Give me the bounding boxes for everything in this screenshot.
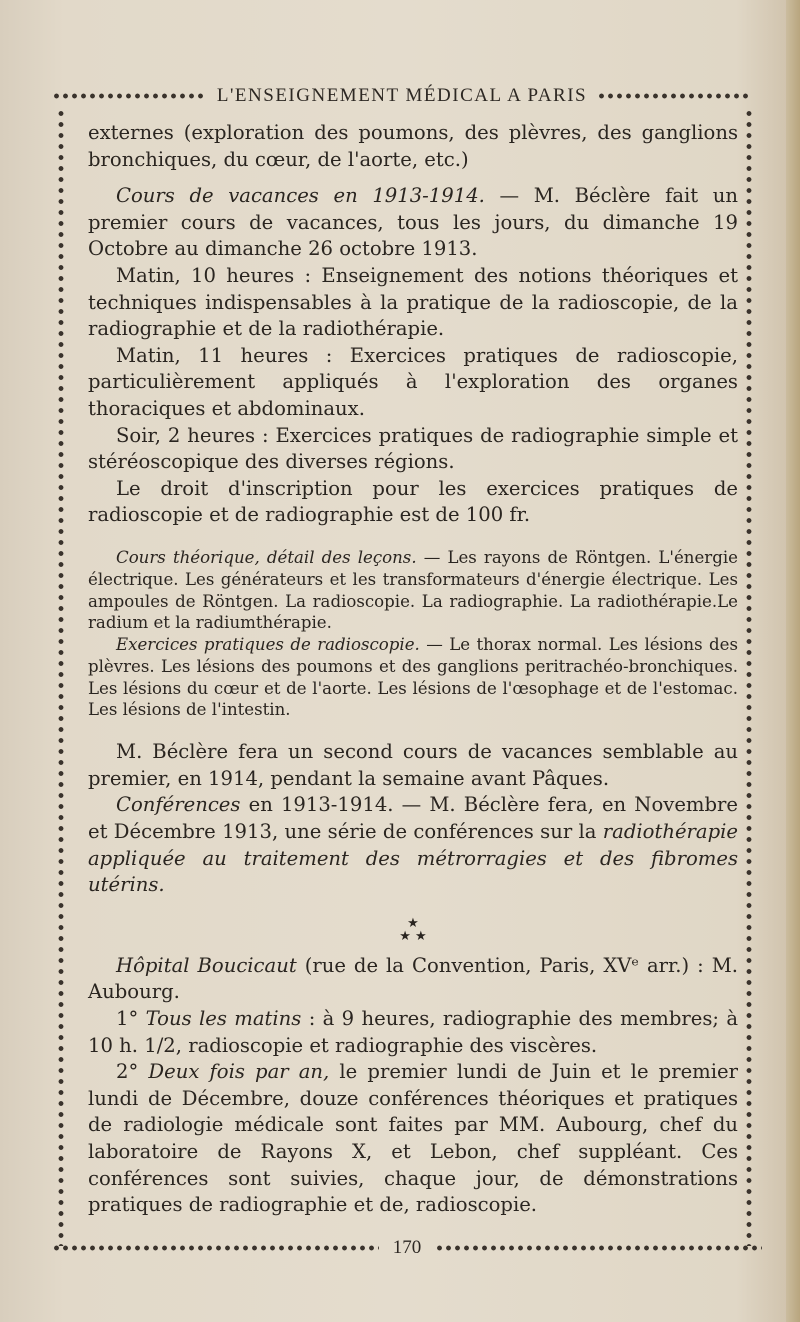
running-footer [52, 1236, 762, 1260]
section-separator: ★ ★ ★ [399, 915, 427, 944]
running-header [52, 84, 752, 108]
paragraph: 1° Tous les matins : à 9 heures, radiographie des membres; à 10 h. 1/2, radioscopie et radiographie des viscères. [88, 1007, 739, 1057]
page-number: 170 [392, 1237, 422, 1258]
header-ornament-left [52, 91, 207, 101]
section-title: Exercices pratiques de radioscopie. [116, 635, 420, 655]
section-title: Conférences [116, 793, 241, 817]
footer-ornament-left [52, 1243, 379, 1253]
paragraph: 2° Deux fois par an, le premier lundi de Juin et le premier lundi de Décembre, douze conférences théoriques et pratiques de radiologie médicale sont faites par MM. Aubourg, chef du laboratoire de Rayons X, et Lebon, chef suppléant. Ces conférences sont suivies, chaque jour, de démonstrations pratiques de radiographie et de, radioscopie. [88, 1060, 738, 1217]
section-title: Hôpital Boucicaut [116, 953, 297, 977]
paragraph: externes (exploration des poumons, des plèvres, des ganglions bronchiques, du cœur, de l'aorte, etc.) [88, 121, 738, 171]
header-title: L'ENSEIGNEMENT MÉDICAL A PARIS [216, 85, 588, 106]
paragraph: Matin, 11 heures : Exercices pratiques de radioscopie, particulièrement appliqués à l'exploration des organes thoraciques et abdominaux. [88, 343, 738, 420]
paragraph: Matin, 10 heures : Enseignement des notions théoriques et techniques indispensables à la pratique de la radioscopie, de la radiographie et de la radiothérapie. [88, 263, 738, 341]
page-edge [786, 0, 800, 1322]
section-title: Cours théorique, détail des leçons. [116, 547, 417, 567]
paragraph: Le droit d'inscription pour les exercices pratiques de radioscopie et de radiographie est de 100 fr. [88, 476, 738, 527]
section-title: Cours de vacances en 1913-1914. [116, 184, 485, 208]
page-body [88, 120, 738, 1219]
header-ornament-right [597, 91, 752, 101]
paragraph: Exercices pratiques de radioscopie. — Le thorax normal. Les lésions des plèvres. Les lésions des poumons et des ganglions peritrachéo-bronchiques. Les lésions du cœur et de l'aorte. Les lésions de l'œsophage et de l'estomac. Les lésions de l'intestin. [88, 635, 739, 720]
paragraph: Conférences en 1913-1914. — M. Béclère fera, en Novembre et Décembre 1913, une série de conférences sur la radiothérapie appliquée au traitement des métrorragies et des fibromes utérins. [88, 793, 738, 897]
footer-ornament-right [435, 1243, 762, 1253]
ornamental-border-right [744, 108, 754, 1246]
paragraph: Cours de vacances en 1913-1914. — M. Béclère fait un premier cours de vacances, tous les jours, du dimanche 19 Octobre au dimanche 26 octobre 1913. [88, 184, 738, 261]
paragraph: M. Béclère fera un second cours de vacances semblable au premier, en 1914, pendant la semaine avant Pâques. [88, 740, 738, 790]
paragraph: Soir, 2 heures : Exercices pratiques de radiographie simple et stéréoscopique des diverses régions. [88, 423, 738, 474]
paragraph: Hôpital Boucicaut (rue de la Convention, Paris, XVᵉ arr.) : M. Aubourg. [88, 953, 738, 1004]
paragraph: Cours théorique, détail des leçons. — Les rayons de Röntgen. L'énergie électrique. Les générateurs et les transformateurs d'énergie électrique. Les ampoules de Röntgen. La radioscopie. La radiographie. La radiothérapie.Le radium et la radiumthérapie. [88, 547, 738, 633]
ornamental-border-left [56, 108, 66, 1246]
